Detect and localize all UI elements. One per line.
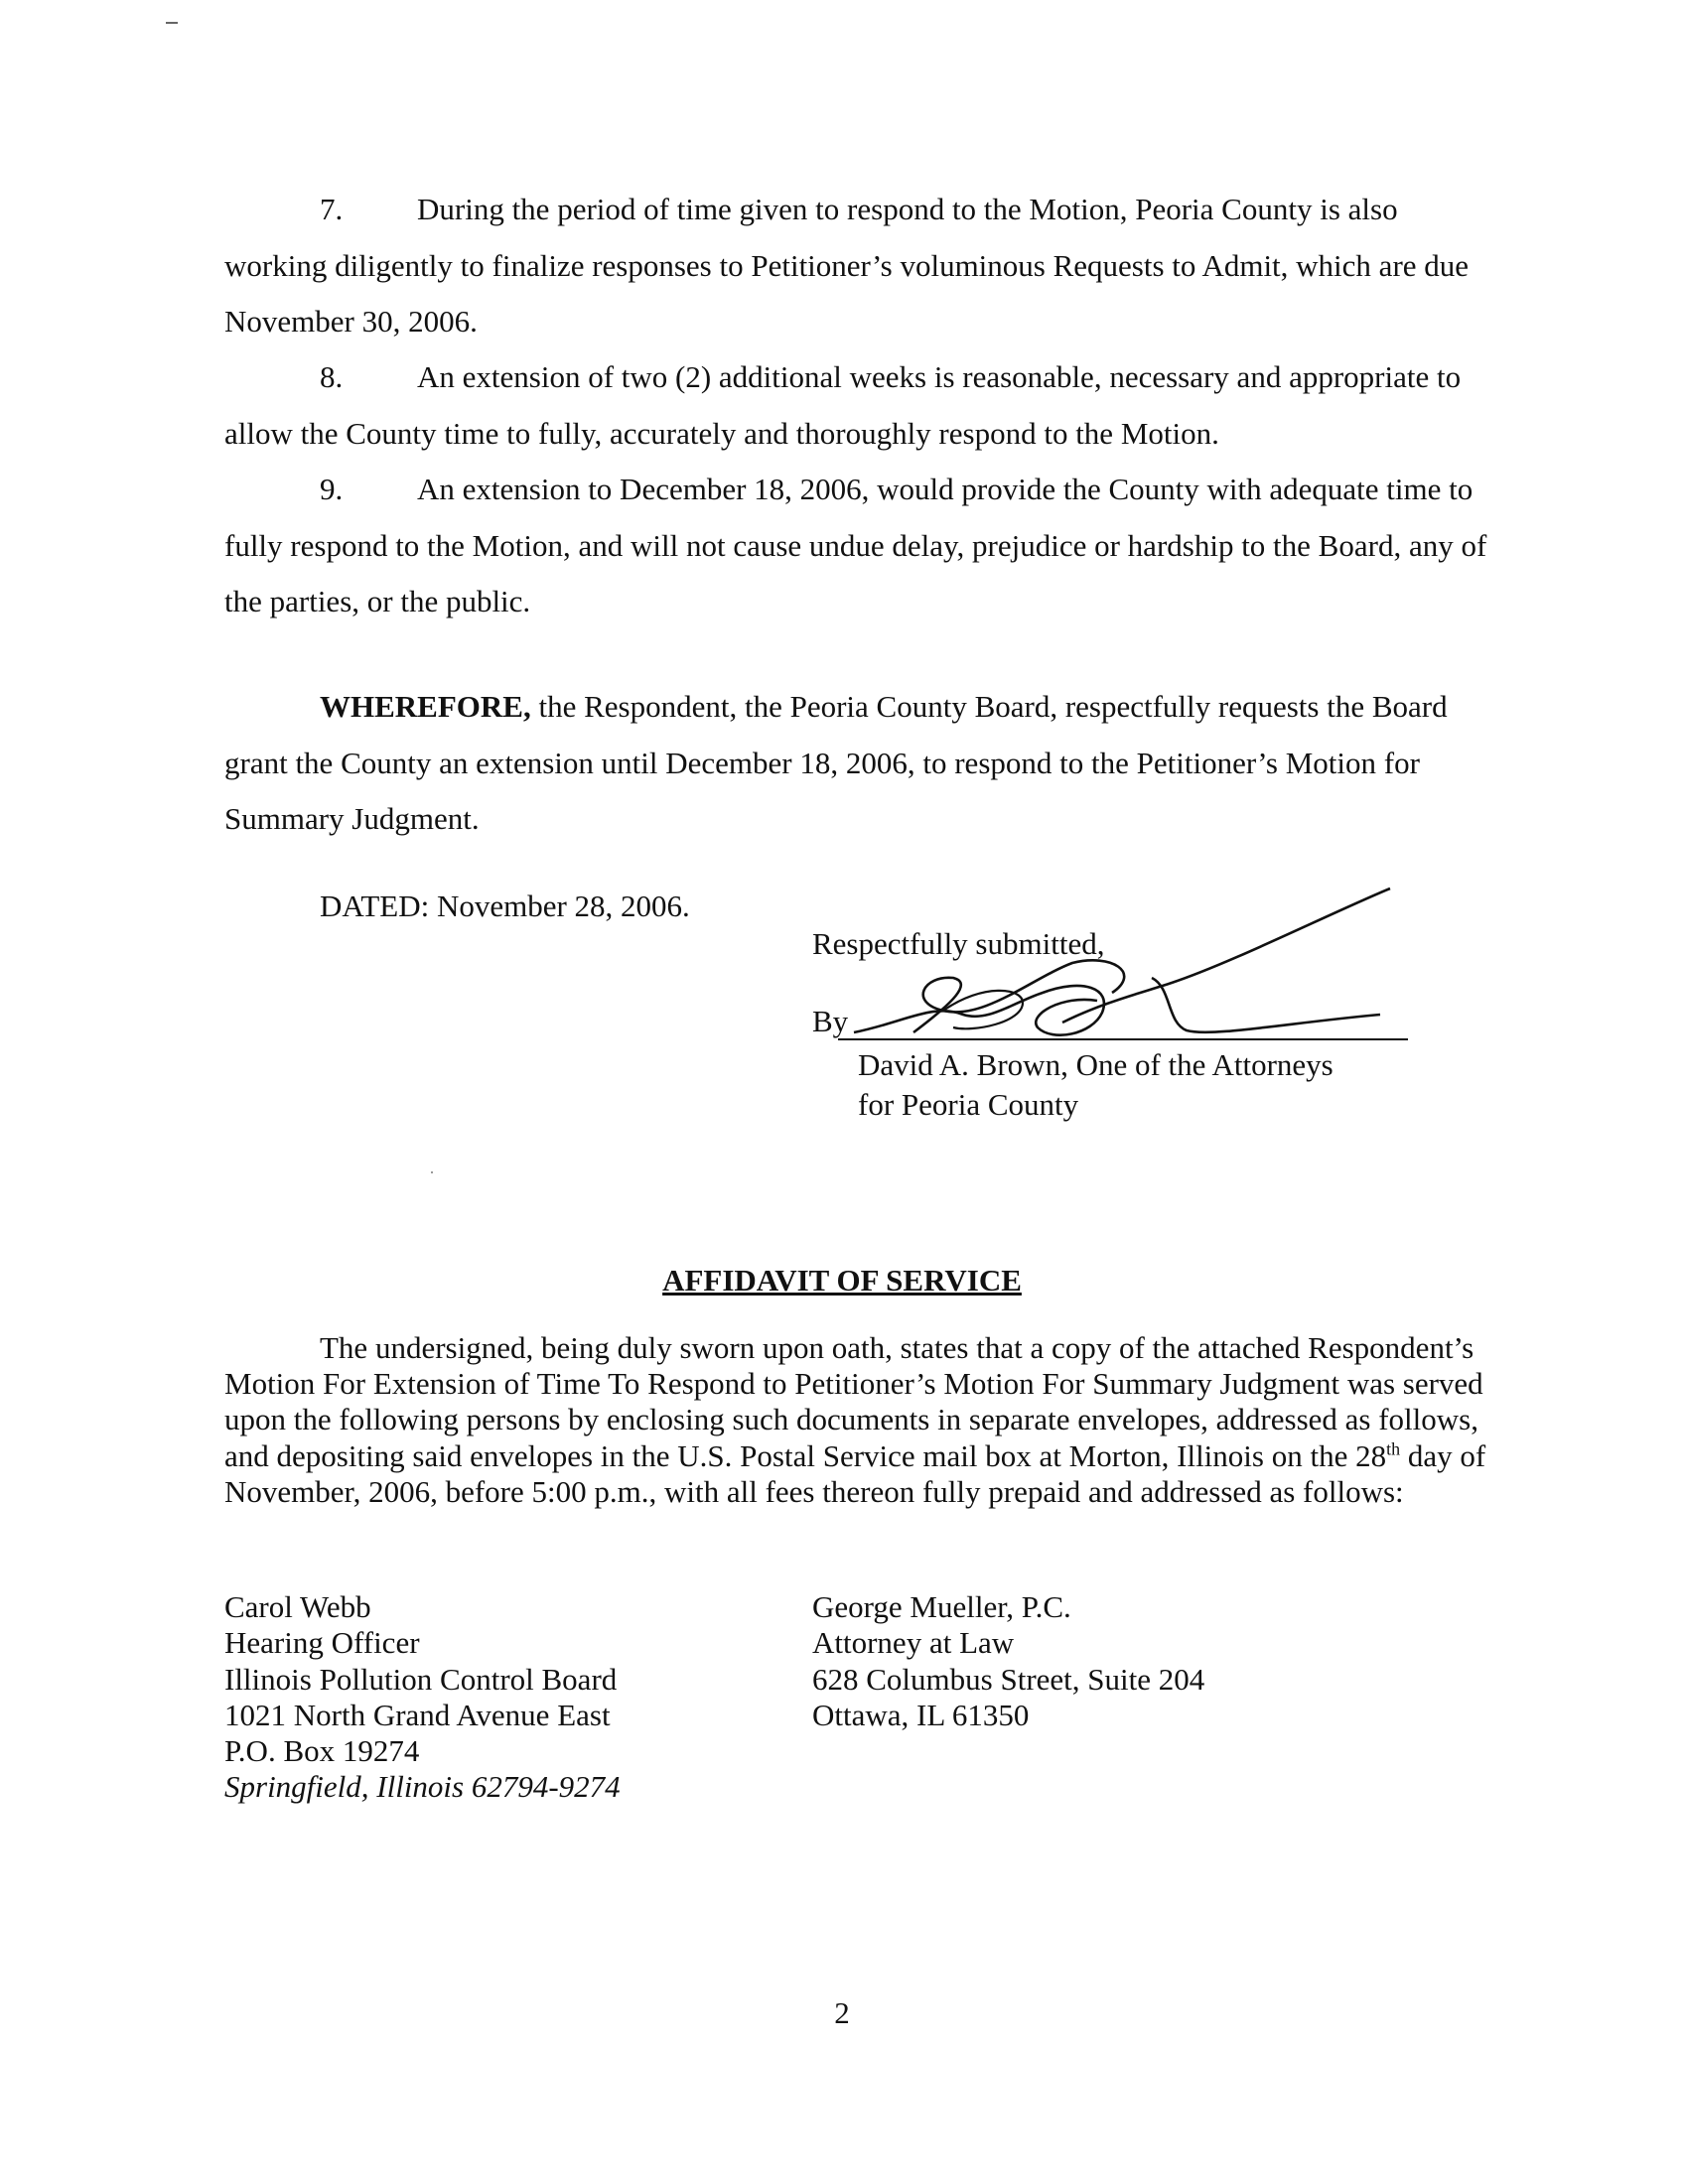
wherefore-paragraph <box>224 679 1505 848</box>
paragraph-text: An extension to December 18, 2006, would provide the County with adequate time to fully respond to the Motion, and will not cause undue delay, prejudice or hardship to the Board, any of the parties, or the public. <box>224 472 1487 618</box>
affidavit-title <box>0 1263 1684 1298</box>
dated-line: DATED: November 28, 2006. <box>320 888 690 923</box>
address-line: P.O. Box 19274 <box>224 1733 420 1769</box>
address-line: 628 Columbus Street, Suite 204 <box>812 1661 1205 1697</box>
address-line: Ottawa, IL 61350 <box>812 1697 1030 1732</box>
paragraph-number: 9. <box>320 472 344 506</box>
scan-speck <box>431 1171 433 1173</box>
paragraph-text: An extension of two (2) additional weeks is reasonable, necessary and appropriate to allow the County time to fully, accurately and thoroughly respond to the Motion. <box>224 359 1462 451</box>
affidavit-body-part2: day of November, 2006, before 5:00 p.m., with all fees thereon fully prepaid and addressed as follows: <box>224 1437 1486 1509</box>
affidavit-title-text: AFFIDAVIT OF SERVICE <box>662 1263 1022 1297</box>
paragraph-number: 8. <box>320 359 344 394</box>
address-line: Springfield, Illinois 62794-9274 <box>224 1769 621 1805</box>
scan-mark <box>166 22 178 24</box>
signature-by-label: By <box>812 1004 849 1038</box>
address-line: Hearing Officer <box>224 1625 420 1661</box>
signer-line-2: for Peoria County <box>858 1087 1079 1122</box>
address-line: Illinois Pollution Control Board <box>224 1661 618 1697</box>
address-line: George Mueller, P.C. <box>812 1589 1071 1624</box>
paragraph-7 <box>224 182 1505 350</box>
wherefore-text: the Respondent, the Peoria County Board, respectfully requests the Board grant the County an extension until December 18, 2006, to respond to the Petitioner’s Motion for Summary Judgment. <box>224 689 1448 836</box>
affidavit-body-superscript: th <box>1386 1438 1401 1459</box>
page-number: 2 <box>834 1995 850 2030</box>
paragraph-9 <box>224 462 1505 630</box>
paragraph-text: During the period of time given to respond to the Motion, Peoria County is also working diligently to finalize responses to Petitioner’s voluminous Requests to Admit, which are due November 30, 2006. <box>224 192 1470 339</box>
address-line: Attorney at Law <box>812 1625 1015 1661</box>
affidavit-body <box>224 1330 1505 1510</box>
signer-line-1: David A. Brown, One of the Attorneys <box>858 1047 1333 1082</box>
signature-closing: Respectfully submitted, <box>812 926 1105 961</box>
address-line: 1021 North Grand Avenue East <box>224 1697 611 1732</box>
address-line: Carol Webb <box>224 1589 371 1624</box>
address-block-left <box>224 1589 621 1806</box>
wherefore-lead: WHEREFORE, <box>320 689 531 724</box>
affidavit-body-part1: The undersigned, being duly sworn upon oath, states that a copy of the attached Respondent’s Motion For Extension of Time To Respond to Petitioner’s Motion For Summary Judgment was served upon the following persons by enclosing such documents in separate envelopes, addressed as follows, and depositing said envelopes in the U.S. Postal Service mail box at Morton, Illinois on the 28 <box>224 1330 1483 1473</box>
address-block-right <box>812 1589 1204 1733</box>
signer-name-block <box>858 1045 1333 1125</box>
paragraph-number: 7. <box>320 192 344 226</box>
paragraph-8 <box>224 349 1505 462</box>
handwritten-signature <box>814 884 1410 1062</box>
